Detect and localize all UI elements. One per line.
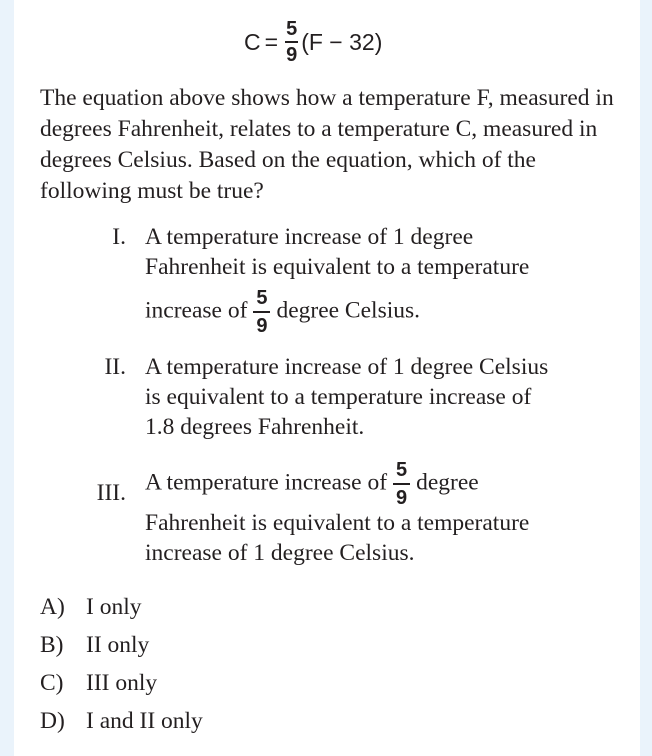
statement-text: increase of xyxy=(145,297,248,324)
statement-fraction xyxy=(393,460,410,508)
choice-letter: B) xyxy=(40,632,64,658)
answer-choice-c[interactable] xyxy=(40,668,157,698)
question-prompt: The equation above shows how a temperature F, measured in degrees Fahrenheit, relates to a temperature C, measured in degrees Celsius. Based on the equation, which of the following must be true? xyxy=(40,85,614,204)
equation-fraction-denominator: 9 xyxy=(286,44,298,66)
statement-line: Fahrenheit is equivalent to a temperature xyxy=(145,254,530,280)
fraction-denominator: 9 xyxy=(396,487,408,509)
statement-line: A temperature increase of 1 degree xyxy=(145,224,474,250)
question-page xyxy=(14,0,640,756)
choice-letter: C) xyxy=(40,670,64,696)
equation-equals: = xyxy=(264,28,279,55)
choice-text: II only xyxy=(86,632,150,658)
statement-text: A temperature increase of xyxy=(145,469,388,496)
statement-text: degree Celsius. xyxy=(276,297,421,324)
statement-i xyxy=(86,222,529,336)
fraction-numerator: 5 xyxy=(396,459,408,481)
statement-line: increase of 1 degree Celsius. xyxy=(145,540,415,566)
statement-numeral: II. xyxy=(104,354,126,380)
fraction-bar xyxy=(285,41,298,43)
equation-rhs: (F − 32) xyxy=(301,28,383,55)
answer-choice-d[interactable] xyxy=(40,706,203,736)
choice-text: I and II only xyxy=(86,708,203,734)
statement-iii xyxy=(86,460,529,568)
equation xyxy=(244,16,382,68)
choice-letter: D) xyxy=(40,708,65,734)
answer-choice-a[interactable] xyxy=(40,592,141,622)
statement-line-with-fraction xyxy=(145,288,529,336)
equation-fraction-numerator: 5 xyxy=(286,18,298,40)
fraction-numerator: 5 xyxy=(256,287,268,309)
choice-letter: A) xyxy=(40,594,65,620)
statement-line: Fahrenheit is equivalent to a temperature xyxy=(145,510,530,536)
choice-text: I only xyxy=(86,594,142,620)
statement-text: degree xyxy=(416,469,479,496)
fraction-bar xyxy=(253,311,270,313)
statement-line: is equivalent to a temperature increase of xyxy=(145,384,532,410)
fraction-denominator: 9 xyxy=(256,315,268,337)
statement-line-with-fraction xyxy=(145,460,529,508)
choice-text: III only xyxy=(86,670,158,696)
statement-ii xyxy=(86,352,548,442)
statement-numeral: I. xyxy=(112,224,126,250)
statement-line: A temperature increase of 1 degree Celsius xyxy=(145,354,549,380)
statement-line: 1.8 degrees Fahrenheit. xyxy=(145,414,365,440)
statement-numeral: III. xyxy=(96,480,126,506)
statement-fraction xyxy=(253,288,270,336)
equation-fraction xyxy=(285,19,298,65)
equation-lhs: C xyxy=(244,28,261,55)
fraction-bar xyxy=(393,483,410,485)
answer-choice-b[interactable] xyxy=(40,630,149,660)
